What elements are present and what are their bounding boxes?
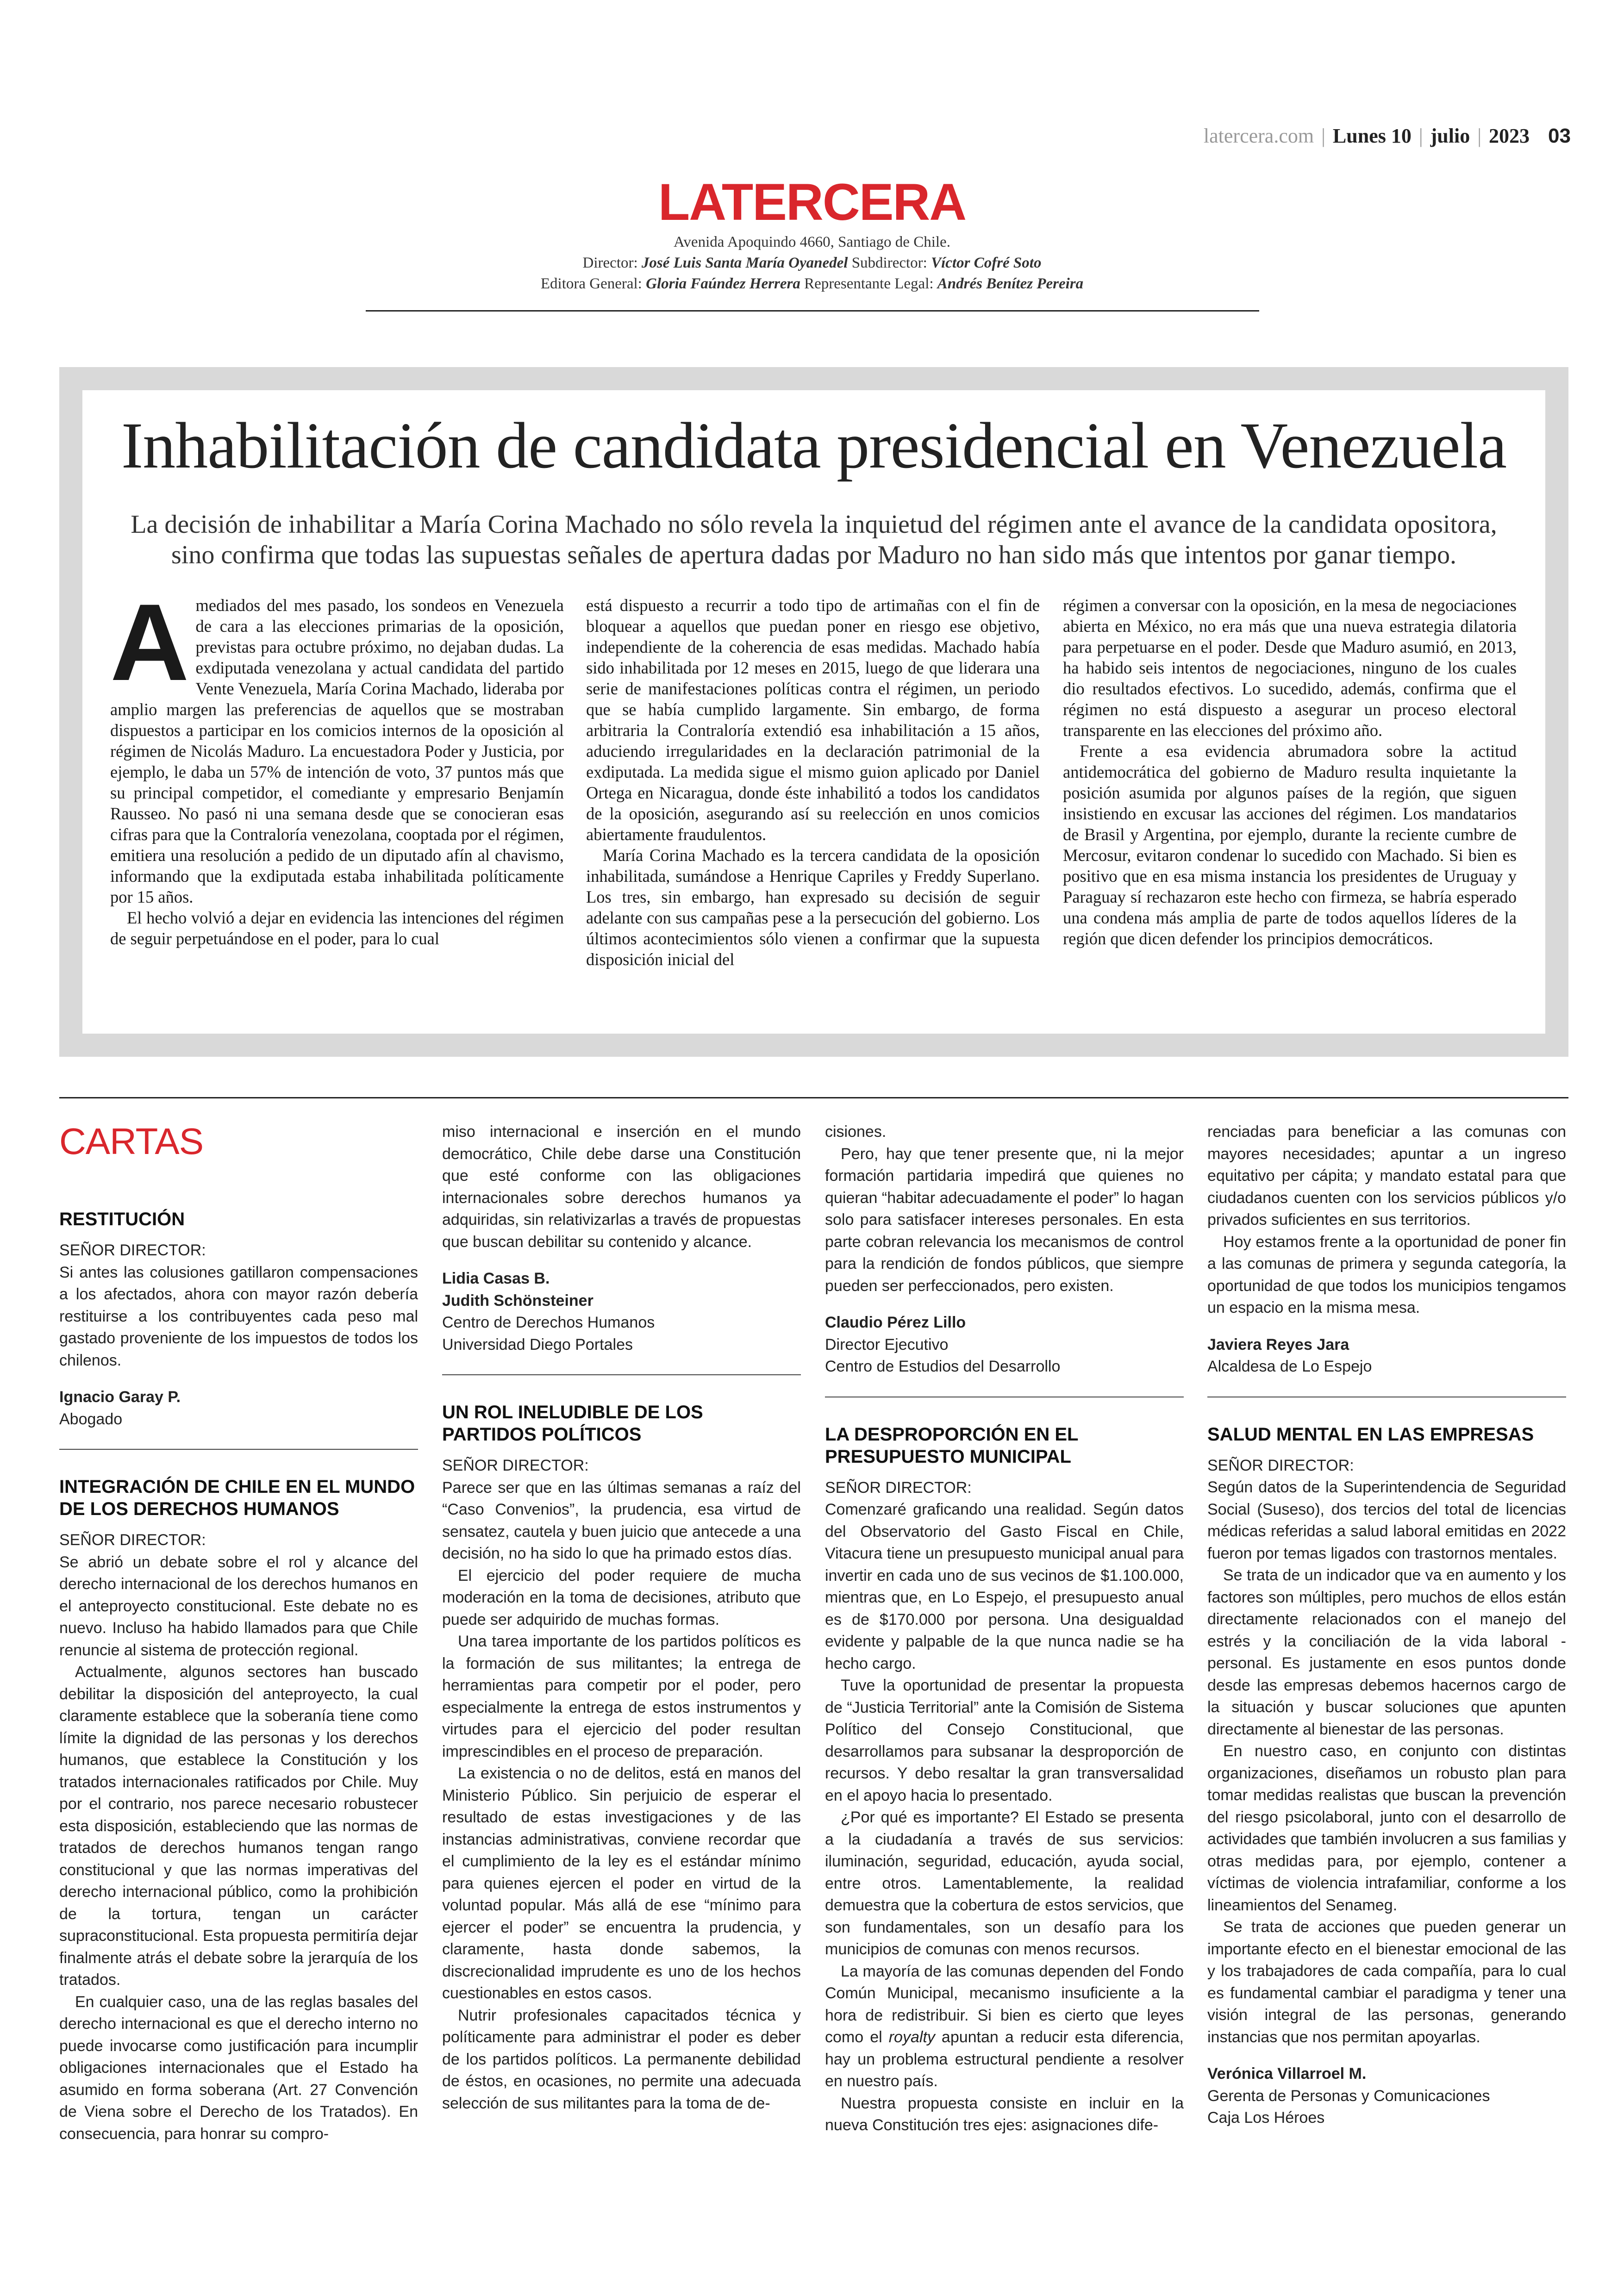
letters-column-1 xyxy=(59,1208,418,2145)
letters-column-3 xyxy=(825,1121,1184,2137)
letter-paragraph: miso internacional e inserción en el mundo democrático, Chile debe darse una Constitución que esté conforme con las obligaciones internacionales sobre derechos humanos ya adquiridas, sin relativizarlas a través de propuestas que buscan debilitar su contenido y alcance. xyxy=(442,1123,801,1251)
letter-paragraph: Según datos de la Superintendencia de Seguridad Social (Suseso), dos tercios del total de licencias médicas referidas a salud laboral emitidas en 2022 fueron por temas ligados con trastornos mentales. xyxy=(1207,1478,1566,1562)
letter-signature: Judith Schönsteiner xyxy=(442,1291,593,1310)
site-url[interactable]: latercera.com xyxy=(1203,125,1314,147)
masthead xyxy=(0,172,1624,293)
letter-role: Alcaldesa de Lo Espejo xyxy=(1207,1358,1372,1375)
letter-signature: Claudio Pérez Lillo xyxy=(825,1314,966,1331)
letter-role: Gerenta de Personas y Comunicaciones xyxy=(1207,2087,1490,2105)
letters-column-2 xyxy=(442,1121,801,2114)
letter-role: Universidad Diego Portales xyxy=(442,1335,633,1353)
letter-role: Abogado xyxy=(59,1410,123,1428)
editorial-column-1 xyxy=(110,581,564,949)
editorial-column-2 xyxy=(586,595,1040,970)
letter-paragraph: Si antes las colusiones gatillaron compensaciones a los afectados, ahora con mayor razón debería restituirse a los contribuyentes cada peso mal gastado proveniente de los impuestos de todos los chilenos. xyxy=(59,1263,418,1369)
section-title: CARTAS xyxy=(59,1121,204,1162)
letter-role: Caja Los Héroes xyxy=(1207,2109,1325,2127)
letter-paragraph: Nutrir profesionales capacitados técnica y políticamente para administrar el poder es deber de los partidos políticos. La permanente debilidad de éstos, en ocasiones, no permite una adecuada selección de sus militantes para la toma de de- xyxy=(442,2006,801,2112)
date-year: 2023 xyxy=(1489,125,1530,147)
editor-line: Editora General: Gloria Faúndez Herrera Representante Legal: Andrés Benítez Pereira xyxy=(540,275,1084,292)
date-day: Lunes 10 xyxy=(1332,125,1412,147)
letter-paragraph: cisiones. xyxy=(825,1123,887,1141)
letter-divider xyxy=(59,1449,418,1450)
drop-cap: A xyxy=(110,581,189,704)
address: Avenida Apoquindo 4660, Santiago de Chile. xyxy=(674,234,950,250)
letter-paragraph: La existencia o no de delitos, está en manos del Ministerio Público. Sin perjuicio de esperar el resultado de estas investigaciones y de las instancias administrativas, conviene recordar que el cumplimiento de la ley es el estándar mínimo para quienes ejercen el poder en virtud de la voluntad popular. Más allá de ese “mínimo para ejercer el poder” se encuentra la prudencia, y claramente, hasta donde sabemos, la discrecionalidad imprudente es uno de los hechos cuestionables en estos casos. xyxy=(442,1765,801,2002)
letter-title: LA DESPROPORCIÓN EN EL PRESUPUESTO MUNICIPAL xyxy=(825,1424,1078,1467)
editorial-paragraph: El hecho volvió a dejar en evidencia las intenciones del régimen de seguir perpetuándose en el poder, para lo cual xyxy=(110,908,564,948)
editorial-paragraph: régimen a conversar con la oposición, en la mesa de negociaciones abierta en México, no era más que una nueva estrategia dilatoria para perpetuarse en el poder. Desde que Maduro asumió, en 2013, ha habido seis intentos de negociaciones, ninguno de los cuales dio resultados efectivos. Lo sucedido, además, confirma que el régimen no está dispuesto a asegurar un proceso electoral transparente en las elecciones del próximo año. xyxy=(1063,596,1517,740)
letter-paragraph: Hoy estamos frente a la oportunidad de poner fin a las comunas de primera y segunda categoría, la oportunidad de que todos los municipios tengamos un espacio en la misma mesa. xyxy=(1207,1233,1566,1316)
page-number: 03 xyxy=(1548,125,1571,147)
letter-paragraph: En cualquier caso, una de las reglas basales del derecho internacional es que el derecho interno no puede invocarse como justificación para incumplir obligaciones internacionales que el Estado ha asumido en forma soberana (Art. 27 Convención de Viena sobre el Derecho de los Tratados). En consecuencia, para honrar su compro- xyxy=(59,1993,418,2143)
letter-paragraph: En nuestro caso, en conjunto con distintas organizaciones, diseñamos un robusto plan para tomar medidas realistas que buscan la prevención del riesgo psicolaboral, junto con el desarrollo de actividades que también involucren a sus familias y otras medidas para, por ejemplo, contener a víctimas de violencia intrafamiliar, conforme a los lineamientos del Senameg. xyxy=(1207,1742,1566,1914)
salutation: SEÑOR DIRECTOR: xyxy=(59,1241,206,1259)
page-folio: latercera.com | Lunes 10 | julio | 2023 03 xyxy=(1203,125,1571,147)
letter-signature: Javiera Reyes Jara xyxy=(1207,1335,1349,1353)
letter-role: Director Ejecutivo xyxy=(825,1335,949,1353)
letter-signature: Lidia Casas B. xyxy=(442,1270,550,1287)
letter-role: Centro de Estudios del Desarrollo xyxy=(825,1358,1061,1375)
letter-title: INTEGRACIÓN DE CHILE EN EL MUNDO DE LOS DERECHOS HUMANOS xyxy=(59,1477,415,1519)
masthead-rule xyxy=(366,310,1259,312)
letter-paragraph: Actualmente, algunos sectores han buscado debilitar la disposición del anteproyecto, la cual claramente establece que la soberanía tiene como límite la dignidad de las personas y los derechos humanos, que establece la Constitución y los tratados internacionales ratificados por Chile. Muy por el contrario, nos parece necesario robustecer esta disposición, estableciendo que las normas de tratados de derechos humanos tengan rango constitucional y que las normas imperativas del derecho internacional público, como la prohibición de la tortura, tengan un carácter supraconstitucional. Esta propuesta permitiría dejar finalmente atrás el debate sobre la jerarquía de los tratados. xyxy=(59,1663,418,1989)
letter-paragraph: Parece ser que en las últimas semanas a raíz del “Caso Convenios”, la prudencia, esa virtud de sensatez, cautela y buen juicio que antecede a una decisión, no ha sido lo que ha primado estos días. xyxy=(442,1478,801,1562)
letter-signature: Verónica Villarroel M. xyxy=(1207,2065,1367,2083)
newspaper-logo: LATERCERA xyxy=(658,173,966,231)
letter-paragraph: La mayoría de las comunas dependen del Fondo Común Municipal, mecanismo insuficiente a la hora de redistribuir. Si bien es cierto que leyes como el royalty apuntan a reducir esta diferencia, hay un problema estructural pendiente a resolver en nuestro país. xyxy=(825,1962,1184,2090)
date-month: julio xyxy=(1430,125,1470,147)
letter-paragraph: Tuve la oportunidad de presentar la propuesta de “Justicia Territorial” ante la Comisión de Sistema Político del Consejo Constitucional, que desarrollamos para subsanar la desproporción de recursos. Y debo resaltar la gran transversalidad en el apoyo hacia lo presentado. xyxy=(825,1677,1184,1804)
salutation: SEÑOR DIRECTOR: xyxy=(1207,1456,1354,1474)
letter-title: RESTITUCIÓN xyxy=(59,1209,185,1229)
letter-paragraph: Se trata de acciones que pueden generar un importante efecto en el bienestar emocional de las y los trabajadores de cada compañía, para lo cual es fundamental cambiar el paradigma y tener una visión integral de las personas, generando instancias que nos permitan apoyarlas. xyxy=(1207,1918,1566,2046)
editorial-paragraph: María Corina Machado es la tercera candidata de la oposición inhabilitada, sumándose a Henrique Capriles y Freddy Superlano. Los tres, sin embargo, han expresado su decisión de seguir adelante con sus campañas pese a la persecución del gobierno. Los últimos acontecimientos sólo vienen a confirmar que la supuesta disposición inicial del xyxy=(586,846,1040,969)
letter-divider xyxy=(442,1374,801,1375)
letter-paragraph: Se abrió un debate sobre el rol y alcance del derecho internacional de los derechos humanos en el anteproyecto constitucional. Este debate no es nuevo. Incluso ha habido llamados para que Chile renuncie al sistema de protección regional. xyxy=(59,1553,418,1659)
letter-title: UN ROL INELUDIBLE DE LOS PARTIDOS POLÍTICOS xyxy=(442,1402,703,1445)
letter-paragraph: Comenzaré graficando una realidad. Según datos del Observatorio del Gasto Fiscal en Chile, Vitacura tiene un presupuesto municipal anual para invertir en cada uno de sus vecinos de $1.100.000, mientras que, en Lo Espejo, el presupuesto anual es de $170.000 por persona. Una desigualdad evidente y palpable de la que nunca nadie se ha hecho cargo. xyxy=(825,1501,1184,1672)
letter-paragraph: Pero, hay que tener presente que, ni la mejor formación partidaria impedirá que quienes no quieran “habitar adecuadamente el poder” lo hagan solo para satisfacer intereses personales. En esta parte cobran relevancia los mecanismos de control para la rendición de fondos públicos, que siempre pueden ser perfeccionados, pero existen. xyxy=(825,1145,1184,1295)
letter-paragraph: ¿Por qué es importante? El Estado se presenta a la ciudadanía a través de sus servicios: iluminación, seguridad, educación, ayuda social, entre otros. Lamentablemente, la realidad demuestra que la cobertura de estos servicios, que son fundamentales, son un desafío para los municipios de comunas con menos recursos. xyxy=(825,1809,1184,1958)
salutation: SEÑOR DIRECTOR: xyxy=(825,1478,972,1497)
letters-column-4 xyxy=(1207,1121,1566,2129)
editorial-column-3 xyxy=(1063,595,1517,949)
editorial-title: Inhabilitación de candidata presidencial en Venezuela xyxy=(121,409,1507,482)
salutation: SEÑOR DIRECTOR: xyxy=(59,1531,206,1549)
editorial-paragraph: está dispuesto a recurrir a todo tipo de artimañas con el fin de bloquear a aquellos que puedan poner en riesgo ese objetivo, independiente de la coherencia de esas medidas. Machado había sido inhabilitada por 12 meses en 2015, luego de que liderara una serie de manifestaciones políticas contra el régimen, un periodo que se había cumplido largamente. Sin embargo, de forma arbitraria la Contraloría extendió esa inhabilitación a 15 años, aduciendo irregularidades en la declaración patrimonial de la exdiputada. La medida sigue el mismo guion aplicado por Daniel Ortega en Nicaragua, donde éste inhabilitó a todos los candidatos de la oposición, asegurando así su reelección en unos comicios abiertamente fraudulentos. xyxy=(586,596,1040,844)
letter-paragraph: El ejercicio del poder requiere de mucha moderación en la toma de decisiones, atributo que puede ser adquirido de muchas formas. xyxy=(442,1566,801,1628)
editorial-deck: La decisión de inhabilitar a María Corina Machado no sólo revela la inquietud del régimen ante el avance de la candidata opositora, sino confirma que todas las supuestas señales de apertura dadas por Maduro no han sido más que intentos por ganar tiempo. xyxy=(131,510,1497,569)
letter-paragraph: renciadas para beneficiar a las comunas con mayores necesidades; apuntar a un ingreso equitativo per cápita; y mandato estatal para que ciudadanos cuenten con los servicios públicos y/o privados suficientes en sus territorios. xyxy=(1207,1123,1566,1229)
letter-signature: Ignacio Garay P. xyxy=(59,1388,181,1406)
section-rule xyxy=(59,1097,1568,1098)
letter-paragraph: Nuestra propuesta consiste en incluir en la nueva Constitución tres ejes: asignaciones dife- xyxy=(825,2094,1184,2134)
salutation: SEÑOR DIRECTOR: xyxy=(442,1457,589,1474)
director-line: Director: José Luis Santa María Oyanedel Subdirector: Víctor Cofré Soto xyxy=(582,255,1042,271)
letter-paragraph: Una tarea importante de los partidos políticos es la formación de sus militantes; la entrega de herramientas para competir por el poder, pero especialmente la entrega de estos instrumentos y virtudes para el ejercicio del poder resultan imprescindibles en el proceso de preparación. xyxy=(442,1633,801,1760)
letter-role: Centro de Derechos Humanos xyxy=(442,1314,655,1331)
letter-title: SALUD MENTAL EN LAS EMPRESAS xyxy=(1207,1424,1534,1445)
editorial-paragraph: Frente a esa evidencia abrumadora sobre la actitud antidemocrática del gobierno de Maduro resulta inquietante la posición asumida por algunos países de la región, que siguen insistiendo en excusar las acciones del régimen. Los mandatarios de Brasil y Argentina, por ejemplo, durante la reciente cumbre de Mercosur, evitaron condenar lo sucedido con Machado. Si bien es positivo que en esa misma instancia los presidentes de Uruguay y Paraguay sí rechazaron este hecho con firmeza, se habría esperado una condena más amplia de parte de todos aquellos líderes de la región que dicen defender los principios democráticos. xyxy=(1063,742,1517,948)
letter-paragraph: Se trata de un indicador que va en aumento y los factores son múltiples, pero muchos de ellos están directamente relacionados con el manejo del estrés y la conciliación de la vida laboral - personal. Es justamente en esos puntos donde desde las empresas debemos hacernos cargo de la situación y buscar soluciones que apunten directamente al bienestar de las personas. xyxy=(1207,1566,1566,1738)
editorial-paragraph: Amediados del mes pasado, los sondeos en Venezuela de cara a las elecciones primarias de la oposición, previstas para octubre próximo, no dejaban dudas. La exdiputada venezolana y actual candidata del partido Vente Venezuela, María Corina Machado, lideraba por amplio margen las preferencias de aquellos que se mostraban dispuestos a participar en los comicios internos de la oposición al régimen de Nicolás Maduro. La encuestadora Poder y Justicia, por ejemplo, le daba un 57% de intención de voto, 37 puntos más que su principal competidor, el comediante y empresario Benjamín Rausseo. No pasó ni una semana desde que se conocieran esas cifras para que la Contraloría venezolana, cooptada por el régimen, emitiera una resolución a pedido de un diputado afín al chavismo, informando que la exdiputada estaba inhabilitada políticamente por 15 años. xyxy=(110,581,564,906)
